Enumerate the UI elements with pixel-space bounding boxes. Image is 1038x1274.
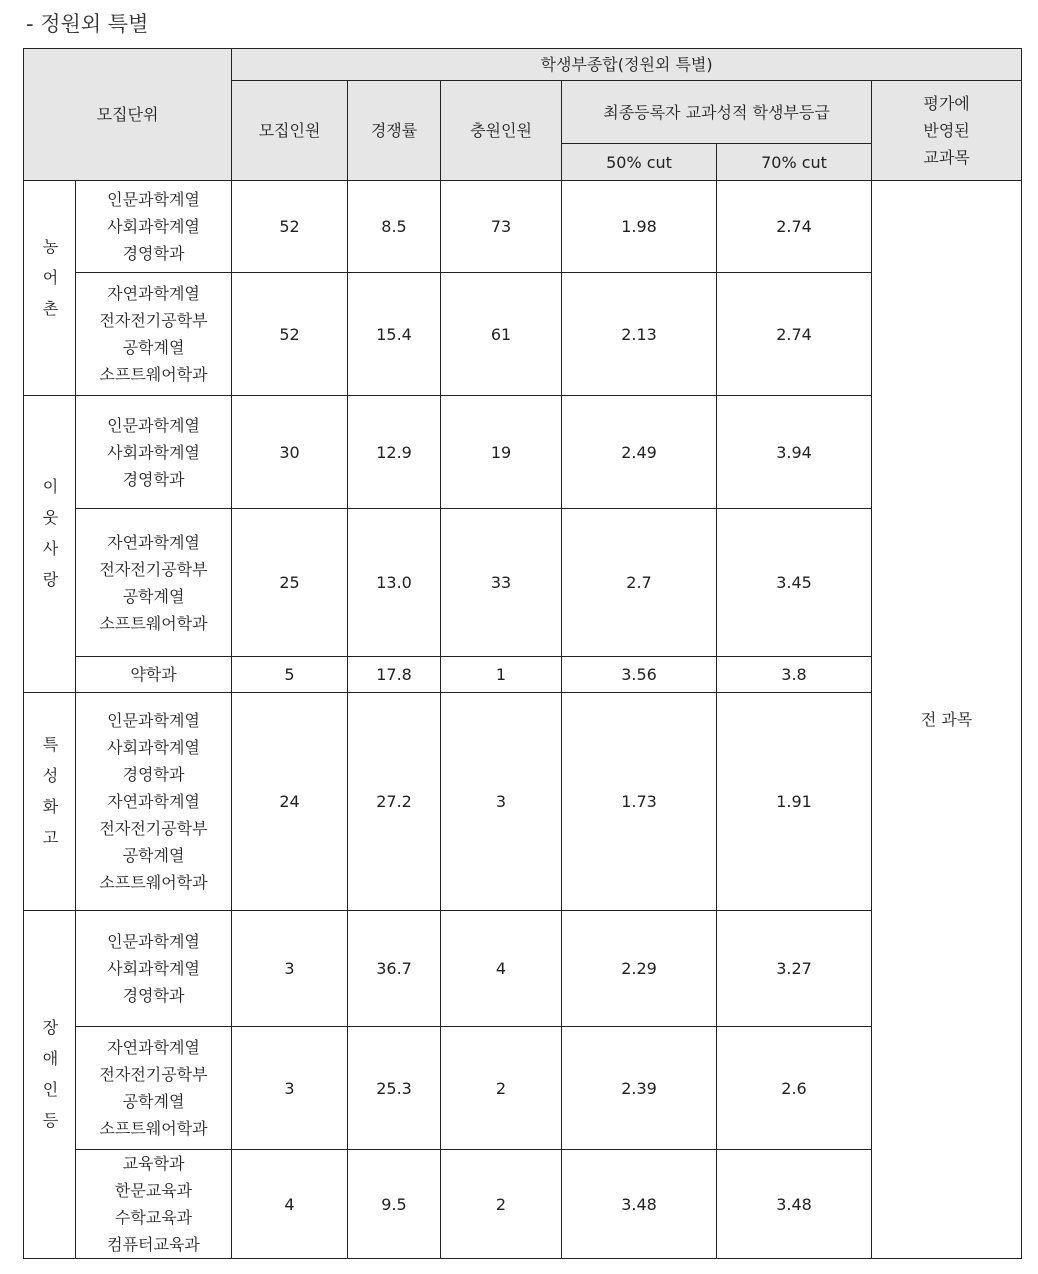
header-unit: 모집단위: [24, 49, 232, 181]
rate-cell: 17.8: [348, 657, 441, 693]
header-extra: 충원인원: [441, 81, 562, 181]
group-cell: [24, 693, 76, 911]
unit-cell: 인문과학계열 사회과학계열 경영학과 자연과학계열 전자전기공학부 공학계열 소프트웨어학과: [76, 693, 232, 911]
extra-cell: 3: [441, 693, 562, 911]
rate-cell: 9.5: [348, 1150, 441, 1259]
unit-cell: 자연과학계열 전자전기공학부 공학계열 소프트웨어학과: [76, 509, 232, 657]
group-name: 장애인등: [40, 1018, 59, 1143]
unit-cell: 약학과: [76, 657, 232, 693]
extra-cell: 19: [441, 396, 562, 509]
group-name: 농어촌: [40, 237, 59, 331]
group-cell: [24, 181, 76, 396]
cut50-cell: 3.56: [562, 657, 717, 693]
cut70-cell: 3.45: [717, 509, 872, 657]
unit-cell: 인문과학계열 사회과학계열 경영학과: [76, 396, 232, 509]
cut70-cell: 2.74: [717, 181, 872, 273]
cut50-cell: 2.7: [562, 509, 717, 657]
recruit-cell: 3: [232, 911, 348, 1027]
extra-cell: 4: [441, 911, 562, 1027]
group-cell: [24, 396, 76, 693]
group-name: 이웃사랑: [40, 478, 59, 602]
unit-cell: 교육학과 한문교육과 수학교육과 컴퓨터교육과: [76, 1150, 232, 1259]
rate-cell: 12.9: [348, 396, 441, 509]
cut50-cell: 2.29: [562, 911, 717, 1027]
recruit-cell: 5: [232, 657, 348, 693]
recruit-cell: 4: [232, 1150, 348, 1259]
admission-results-table: [23, 48, 1022, 1259]
rate-cell: 8.5: [348, 181, 441, 273]
unit-cell: 인문과학계열 사회과학계열 경영학과: [76, 181, 232, 273]
recruit-cell: 52: [232, 181, 348, 273]
extra-cell: 61: [441, 273, 562, 396]
recruit-cell: 52: [232, 273, 348, 396]
rate-cell: 27.2: [348, 693, 441, 911]
rate-cell: 25.3: [348, 1027, 441, 1150]
cut50-cell: 2.49: [562, 396, 717, 509]
cut50-cell: 2.13: [562, 273, 717, 396]
header-recruit: 모집인원: [232, 81, 348, 181]
cut70-cell: 3.8: [717, 657, 872, 693]
recruit-cell: 24: [232, 693, 348, 911]
cut70-cell: 1.91: [717, 693, 872, 911]
cut70-cell: 3.94: [717, 396, 872, 509]
cut70-cell: 2.6: [717, 1027, 872, 1150]
group-name: 특성화고: [40, 735, 59, 860]
header-cut50: 50% cut: [562, 144, 717, 181]
extra-cell: 2: [441, 1027, 562, 1150]
cut70-cell: 3.27: [717, 911, 872, 1027]
extra-cell: 33: [441, 509, 562, 657]
section-title: - 정원외 특별: [26, 12, 149, 36]
cut50-cell: 1.73: [562, 693, 717, 911]
header-cut70: 70% cut: [717, 144, 872, 181]
extra-cell: 2: [441, 1150, 562, 1259]
recruit-cell: 25: [232, 509, 348, 657]
extra-cell: 73: [441, 181, 562, 273]
subjects-cell: 전 과목: [872, 181, 1022, 1259]
cut50-cell: 1.98: [562, 181, 717, 273]
header-rate: 경쟁률: [348, 81, 441, 181]
recruit-cell: 3: [232, 1027, 348, 1150]
rate-cell: 13.0: [348, 509, 441, 657]
cut70-cell: 2.74: [717, 273, 872, 396]
header-subjects: 평가에 반영된 교과목: [872, 81, 1022, 181]
table-row: [24, 181, 1022, 273]
header-group: 학생부종합(정원외 특별): [232, 49, 1022, 81]
unit-cell: 인문과학계열 사회과학계열 경영학과: [76, 911, 232, 1027]
group-cell: [24, 911, 76, 1259]
rate-cell: 36.7: [348, 911, 441, 1027]
rate-cell: 15.4: [348, 273, 441, 396]
cut70-cell: 3.48: [717, 1150, 872, 1259]
recruit-cell: 30: [232, 396, 348, 509]
unit-cell: 자연과학계열 전자전기공학부 공학계열 소프트웨어학과: [76, 273, 232, 396]
cut50-cell: 3.48: [562, 1150, 717, 1259]
header-grade: 최종등록자 교과성적 학생부등급: [562, 81, 872, 144]
extra-cell: 1: [441, 657, 562, 693]
unit-cell: 자연과학계열 전자전기공학부 공학계열 소프트웨어학과: [76, 1027, 232, 1150]
cut50-cell: 2.39: [562, 1027, 717, 1150]
